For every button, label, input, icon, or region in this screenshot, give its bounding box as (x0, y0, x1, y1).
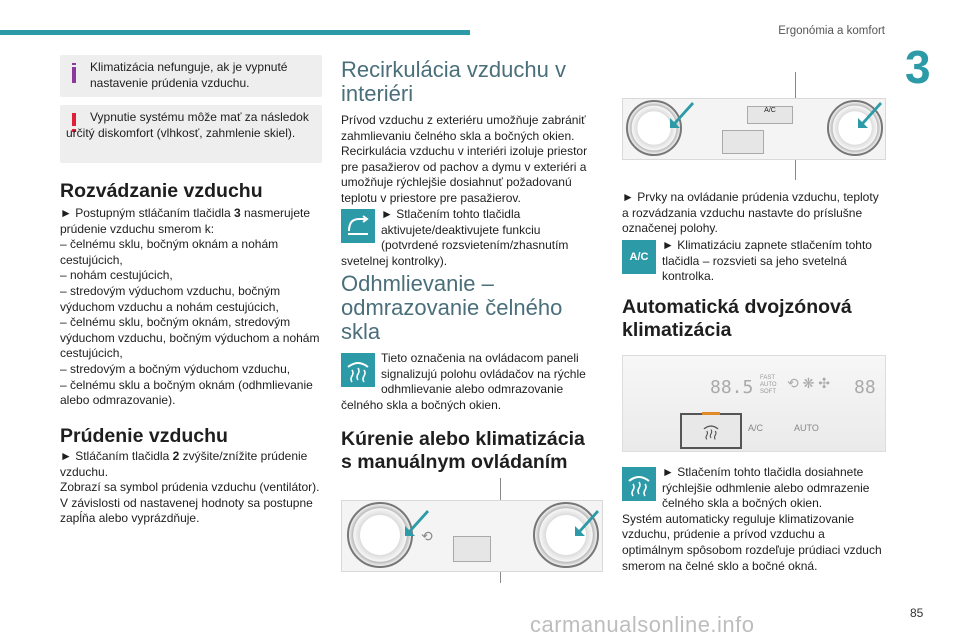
windshield-defrost-icon (696, 419, 726, 443)
heading-air-flow: Prúdenie vzduchu (60, 425, 228, 447)
ac-icon: A/C (622, 240, 656, 274)
info-note (60, 55, 322, 97)
header-accent-bar (0, 30, 470, 35)
pointer-arrow-right (854, 100, 884, 130)
distribution-text: ► Postupným stláčaním tlačidla 3 nasmerujete prúdenie vzduchu smerom k: – čelnému sklu, bočným oknám a nohám cestujúcich, – nohám cestujúcich, – stredovým výduchom vzduchu, bočným výduchom vzduchu a nohám cestujúcich, – čelnému sklu, bočným oknám, stredovým výduchom vzduchu, bočným výduchom a nohám cestujúcich, – stredovým a bočným výduchom vzduchu, – čelnému sklu a bočným oknám (odhmlievanie alebo odmrazovanie). (60, 206, 322, 409)
ac-button[interactable]: A/C (748, 423, 764, 433)
defrost-button[interactable] (680, 413, 742, 449)
chapter-number: 3 (905, 41, 931, 93)
distribution-item: – nohám cestujúcich, (60, 268, 173, 283)
heading-auto-dual-zone: Automatická dvojzónová klimatizácia (622, 296, 852, 341)
windshield-defrost-icon (341, 353, 375, 387)
auto-control-panel-image: 88.5 FAST AUTO SOFT 88 ⟲ ❋ ✣ A/C AUTO (622, 355, 884, 450)
defrost-button-small (453, 536, 491, 562)
page-number: 85 (910, 606, 924, 620)
pointer-arrow-left (666, 100, 696, 130)
fan-icons: ⟲ ❋ ✣ (787, 375, 830, 391)
distribution-item: – stredovým výduchom vzduchu, bočným výduchom vzduchu a nohám cestujúcich, (60, 283, 281, 314)
auto-button[interactable]: AUTO (794, 423, 819, 433)
pointer-arrow-right (571, 508, 601, 538)
recirculation-text: Prívod vzduchu z exteriéru umožňuje zabrániť zahmlievaniu čelného skla a bočných okien. Recirkulácia vzduchu v interiéri izoluje priestor pre pasažierov od pachov a dymu v exteriéri a umožňuje rýchlejšie dosiahnuť požadovanú teplotu v priestore pre pasažierov. (341, 113, 588, 205)
dual-control-panel-image: A/C (622, 72, 884, 180)
auto-text: ► Stlačením tohto tlačidla dosiahnete rýchlejšie odhmlenie alebo odmrazenie čelného skla a bočných okien. Systém automaticky reguluje klimatizovanie vzduchu, prúdenie a prívod vzduchu a optimálnym spôsobom rozdeľuje prúdiaci vzduch smerom na čelné sklo a bočné okná. (622, 465, 882, 573)
windshield-defrost-icon (622, 467, 656, 501)
temperature-display-right: 88 (854, 377, 876, 398)
recirculation-button-text: ► Stlačením tohto tlačidla aktivujete/deaktivujete funkciu (potvrdené rozsvietením/zhasnutím svetelnej kontrolky). (341, 207, 569, 268)
distribution-item: – čelnému sklu, bočným oknám a nohám cestujúcich, (60, 237, 279, 267)
warning-note-text: Vypnutie systému môže mať za následok určitý diskomfort (vlhkosť, zahmlenie skiel). (66, 110, 309, 140)
defrost-button-small (722, 130, 764, 154)
heading-manual-climate: Kúrenie alebo klimatizácia s manuálnym ovládaním (341, 428, 585, 473)
heading-defrost: Odhmlievanie – odmrazovanie čelného skla (341, 271, 563, 344)
section-title: Ergonómia a komfort (778, 25, 885, 37)
temperature-display-left: 88.5 (710, 377, 754, 398)
pointer-arrow-left (401, 508, 431, 538)
watermark: carmanualsonline.info (530, 612, 755, 637)
distribution-item: – čelnému sklu a bočným oknám (odhmlievanie alebo odmrazovanie). (60, 377, 313, 408)
recirculation-icon (341, 209, 375, 243)
manual-control-panel-image (341, 478, 601, 583)
recirc-button-small: ⟲ (421, 528, 433, 544)
heading-recirculation: Recirkulácia vzduchu v interiéri (341, 57, 566, 106)
warning-note (60, 105, 322, 163)
distribution-item: – čelnému sklu, bočným oknám, stredovým výduchom vzduchu, bočným výduchom a nohám cestujúcich, (60, 315, 320, 361)
air-flow-text: ► Stláčaním tlačidla 2 zvýšite/znížite prúdenie vzduchu. Zobrazí sa symbol prúdenia vzduchu (ventilátor). V závislosti od nastavenej hodnoty sa postupne zapĺňa alebo vyprázdňuje. (60, 449, 320, 526)
heading-air-distribution: Rozvádzanie vzduchu (60, 180, 263, 202)
distribution-item: – stredovým a bočným výduchom vzduchu, (60, 361, 291, 376)
defrost-text: Tieto označenia na ovládacom paneli signalizujú polohu ovládačov na rýchle odhmlievanie alebo odmrazovanie čelného skla a bočných okien. (341, 351, 586, 412)
info-icon (72, 67, 76, 83)
ac-text: A/C ► Klimatizáciu zapnete stlačením tohto tlačidla – rozsvieti sa jeho svetelná kontrolka. (622, 238, 884, 285)
info-note-text: Klimatizácia nefunguje, ak je vypnuté nastavenie prúdenia vzduchu. (90, 60, 288, 90)
controls-text: ► Prvky na ovládanie prúdenia vzduchu, teploty a rozvádzania vzduchu nastavte do príslušne označenej polohy. (622, 190, 879, 236)
